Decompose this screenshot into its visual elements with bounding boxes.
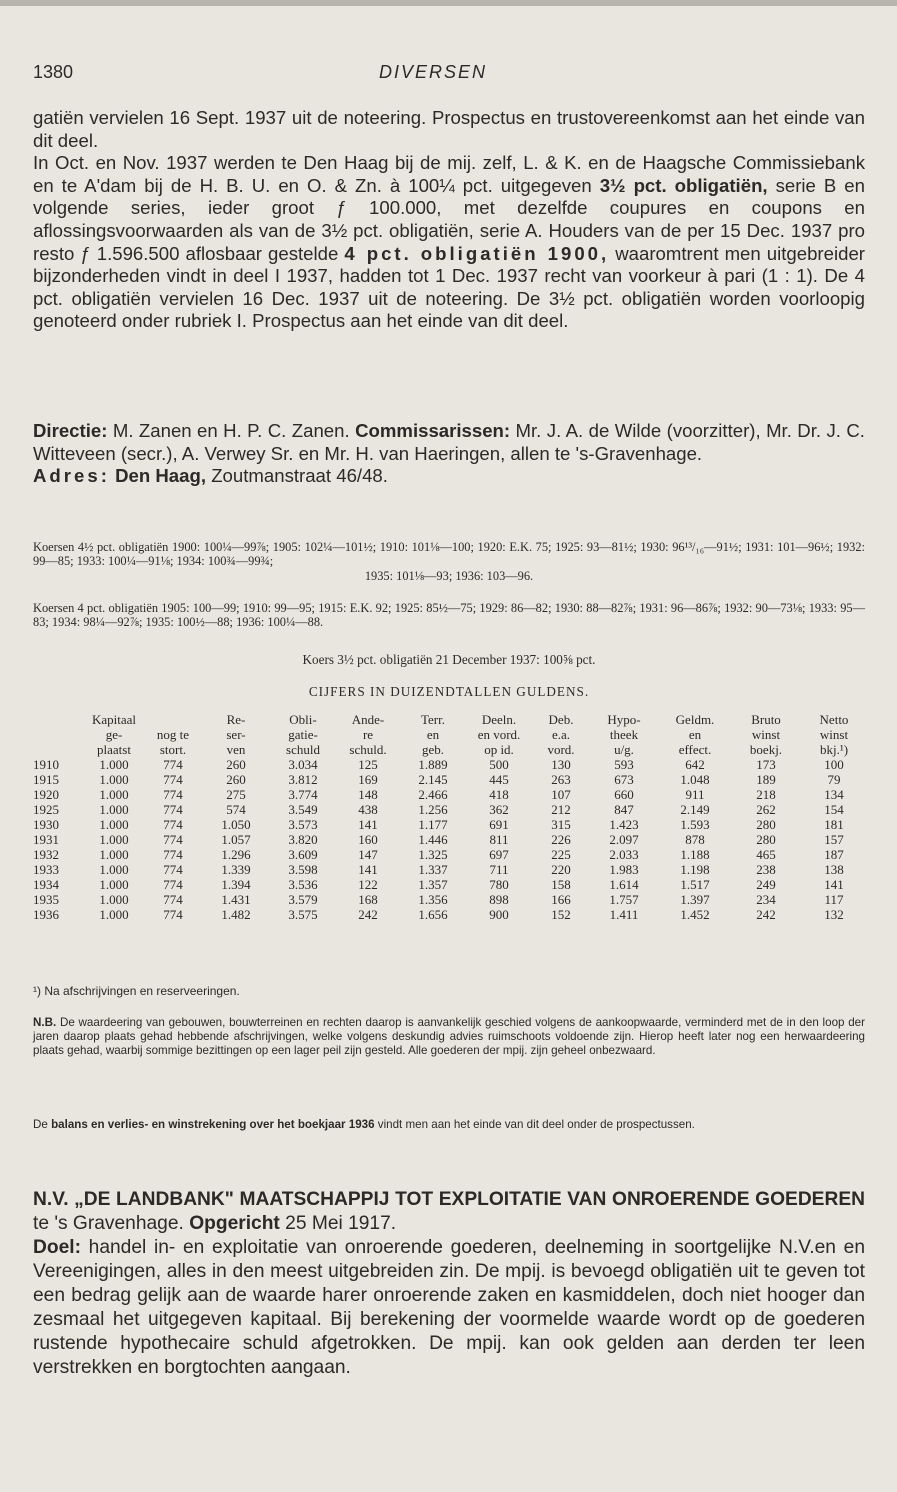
table-header-cell: Ande- <box>351 712 385 727</box>
table-row <box>33 877 867 892</box>
table-year-cell: 1920 <box>33 787 59 802</box>
directie-names: M. Zanen en H. P. C. Zanen. <box>112 420 350 441</box>
table-cell: 238 <box>756 862 776 877</box>
doel-label: Doel: <box>33 1237 81 1258</box>
table-header-cell: bkj.¹) <box>819 742 849 757</box>
table-cell: 100 <box>824 757 844 772</box>
table-cell: 1.656 <box>418 907 448 922</box>
quote-3-5-pct: Koers 3½ pct. obligatiën 21 December 1937: 100⅝ pct. <box>302 652 596 667</box>
table-cell: 774 <box>163 907 183 922</box>
table-cell: 1.048 <box>680 772 710 787</box>
table-cell: 189 <box>756 772 776 787</box>
table-cell: 152 <box>551 907 571 922</box>
scan-top-edge <box>0 0 897 6</box>
table-row <box>33 757 867 772</box>
table-cell: 774 <box>163 787 183 802</box>
table-cell: 3.820 <box>288 832 318 847</box>
table-header-cell: en vord. <box>477 727 521 742</box>
table-cell: 1.431 <box>221 892 251 907</box>
table-cell: 262 <box>756 802 776 817</box>
table-header-cell: Deeln. <box>481 712 517 727</box>
table-cell: 173 <box>756 757 776 772</box>
table-cell: 911 <box>685 787 705 802</box>
table-header-cell: theek <box>609 727 639 742</box>
table-cell: 1.411 <box>609 907 639 922</box>
quotes-4-pct: Koersen 4 pct. obligatiën 1905: 100—99; 1910: 99—95; 1915: E.K. 92; 1925: 85½—75; 1929: 86—82; 1930: 88—82⅞; 1931: 96—86⅞; 1932: 90—73⅛; 1933: 95—83; 1934: 98¼—92⅞; 1935: 100½—88; 1936: 100¼—88. <box>33 601 865 630</box>
table-cell: 1.325 <box>418 847 448 862</box>
table-header-cell: Terr. <box>421 712 445 727</box>
bond-4-pct-1900: 4 pct. obligatiën 1900, <box>344 242 610 264</box>
table-cell: 642 <box>685 757 705 772</box>
table-cell: 1.757 <box>609 892 639 907</box>
table-cell: 1.000 <box>99 787 129 802</box>
table-row <box>33 832 867 847</box>
table-cell: 3.536 <box>288 877 318 892</box>
table-cell: 847 <box>614 802 634 817</box>
table-cell: 263 <box>551 772 571 787</box>
table-cell: 1.000 <box>99 862 129 877</box>
table-cell: 260 <box>226 757 246 772</box>
table-year-cell: 1910 <box>33 757 59 772</box>
table-header-cell: Bruto <box>751 712 781 727</box>
table-cell: 774 <box>163 772 183 787</box>
table-cell: 418 <box>489 787 509 802</box>
company-entry <box>33 1188 865 1380</box>
table-year-cell: 1932 <box>33 847 59 862</box>
table-cell: 1.050 <box>221 817 251 832</box>
table-cell: 3.609 <box>288 847 318 862</box>
table-cell: 147 <box>358 847 378 862</box>
table-cell: 181 <box>824 817 844 832</box>
table-cell: 3.579 <box>288 892 318 907</box>
table-cell: 1.296 <box>221 847 251 862</box>
table-header-cell: winst <box>751 727 781 742</box>
table-header-cell: ser- <box>226 727 246 742</box>
table-cell: 3.034 <box>288 757 318 772</box>
table-cell: 3.812 <box>288 772 318 787</box>
table-cell: 168 <box>358 892 378 907</box>
table-cell: 711 <box>489 862 509 877</box>
table-cell: 1.983 <box>609 862 639 877</box>
table-cell: 141 <box>358 817 378 832</box>
company-name: N.V. „DE LANDBANK" MAATSCHAPPIJ TOT EXPLOITATIE VAN ONROERENDE GOEDEREN <box>33 1189 865 1210</box>
table-header-cell <box>145 712 201 727</box>
table-cell: 774 <box>163 862 183 877</box>
intro-text <box>33 107 865 333</box>
table-cell: 187 <box>824 847 844 862</box>
table-cell: 691 <box>489 817 509 832</box>
adres-street: Zoutmanstraat 46/48. <box>211 465 388 487</box>
table-year-cell: 1936 <box>33 907 59 922</box>
table-cell: 260 <box>226 772 246 787</box>
table-header-cell: Deb. <box>548 712 574 727</box>
table-header-cell: vord. <box>547 742 575 757</box>
table-header-cell: schuld. <box>349 742 387 757</box>
table-header-row <box>33 742 867 757</box>
table-cell: 242 <box>358 907 378 922</box>
intro-paragraph-2: In Oct. en Nov. 1937 werden te Den Haag bij de mij. zelf, L. & K. en de Haagsche Commissiebank en te A'dam bij de H. B. U. en O. & Zn. à 100¼ pct. uitgegeven 3½ pct. obligatiën, serie B en volgende series, ieder groot ƒ 100.000, met dezelfde coupures en coupons en aflossingsvoorwaarden als van de 3½ pct. obligatiën, serie A. Houders van de per 15 Dec. 1937 pro resto ƒ 1.596.500 aflosbaar gestelde 4 pct. obligatiën 1900, waaromtrent men uitgebreider bijzonderheden vindt in deel I 1937, hadden tot 1 Dec. 1937 recht van voorkeur à pari (1 : 1). De 4 pct. obligatiën vervielen 16 Dec. 1937 uit de noteering. De 3½ pct. obligatiën worden voorloopig genoteerd onder rubriek I. Prospectus aan het einde van dit deel. <box>33 152 865 332</box>
table-header-cell: Obli- <box>289 712 317 727</box>
table-cell: 226 <box>551 832 571 847</box>
table-title: CIJFERS IN DUIZENDTALLEN GULDENS. <box>308 684 590 699</box>
table-year-cell: 1935 <box>33 892 59 907</box>
table-cell: 3.575 <box>288 907 318 922</box>
table-cell: 465 <box>756 847 776 862</box>
table-cell: 1.452 <box>680 907 710 922</box>
table-cell: 500 <box>489 757 509 772</box>
table-header-cell: en <box>688 727 702 742</box>
table-cell: 160 <box>358 832 378 847</box>
table-year-cell: 1915 <box>33 772 59 787</box>
table-cell: 1.256 <box>418 802 448 817</box>
table-cell: 1.000 <box>99 907 129 922</box>
table-cell: 132 <box>824 907 844 922</box>
table-header-row <box>33 727 867 742</box>
table-cell: 1.397 <box>680 892 710 907</box>
table-cell: 3.598 <box>288 862 318 877</box>
table-cell: 1.057 <box>221 832 251 847</box>
table-header-cell: Geldm. <box>675 712 715 727</box>
table-header-cell <box>33 712 83 727</box>
adres-label: Adres: <box>33 465 110 487</box>
table-row <box>33 907 867 922</box>
table-cell: 898 <box>489 892 509 907</box>
table-year-cell: 1930 <box>33 817 59 832</box>
table-header-cell: Kapitaal <box>91 712 137 727</box>
table-cell: 2.097 <box>609 832 639 847</box>
table-year-cell: 1933 <box>33 862 59 877</box>
table-row <box>33 772 867 787</box>
balance-note: De balans en verlies- en winstrekening over het boekjaar 1936 vindt men aan het einde van dit deel onder de prospectussen. <box>33 1118 695 1131</box>
table-cell: 774 <box>163 817 183 832</box>
table-cell: 138 <box>824 862 844 877</box>
directie-label: Directie: <box>33 420 108 441</box>
table-row <box>33 802 867 817</box>
table-cell: 878 <box>685 832 705 847</box>
table-cell: 2.033 <box>609 847 639 862</box>
table-cell: 79 <box>827 772 841 787</box>
adres-city: Den Haag, <box>115 465 207 487</box>
table-year-cell: 1931 <box>33 832 59 847</box>
table-cell: 1.517 <box>680 877 710 892</box>
table-header-cell: Hypo- <box>607 712 641 727</box>
table-cell: 593 <box>614 757 634 772</box>
table-cell: 158 <box>551 877 571 892</box>
page-number: 1380 <box>33 62 74 82</box>
table-cell: 2.466 <box>418 787 448 802</box>
table-cell: 234 <box>756 892 776 907</box>
table-cell: 1.482 <box>221 907 251 922</box>
table-cell: 130 <box>551 757 571 772</box>
management-section <box>33 420 865 488</box>
table-header-cell: nog te <box>156 727 190 742</box>
table-cell: 3.774 <box>288 787 318 802</box>
table-cell: 1.000 <box>99 772 129 787</box>
doel-text: handel in- en exploitatie van onroerende goederen, deelneming in soortgelijke N.V.en en Vereenigingen, alles in den meest uitgebreiden zin. De mpij. is bevoegd obligatiën uit te geven tot een bedrag gelijk aan de waarde harer onroerende zaken en kasmiddelen, doch niet hooger dan zesmaal het uitgegeven kapitaal. Bij berekening der voormelde waarde wordt op de goederen rustende hypothecaire schuld afgetrokken. De mpij. kan ook gelden aan derden ter leen verstrekken en borgtochten aangaan. <box>33 1237 865 1378</box>
table-cell: 1.357 <box>418 877 448 892</box>
table-cell: 1.000 <box>99 757 129 772</box>
table-cell: 125 <box>358 757 378 772</box>
table-header-cell: ven <box>226 742 246 757</box>
table-cell: 438 <box>358 802 378 817</box>
table-header-cell: geb. <box>421 742 445 757</box>
table-cell: 225 <box>551 847 571 862</box>
table-cell: 660 <box>614 787 634 802</box>
table-cell: 141 <box>824 877 844 892</box>
table-cell: 249 <box>756 877 776 892</box>
table-cell: 1.177 <box>418 817 448 832</box>
table-header-cell: plaatst <box>97 742 131 757</box>
table-cell: 811 <box>489 832 509 847</box>
table-cell: 1.446 <box>418 832 448 847</box>
table-cell: 2.149 <box>680 802 710 817</box>
table-cell: 169 <box>358 772 378 787</box>
table-header-cell: en <box>426 727 440 742</box>
table-cell: 774 <box>163 757 183 772</box>
table-cell: 362 <box>489 802 509 817</box>
table-cell: 445 <box>489 772 509 787</box>
table-cell: 1.339 <box>221 862 251 877</box>
table-header-cell <box>33 742 83 757</box>
table-cell: 242 <box>756 907 776 922</box>
table-cell: 157 <box>824 832 844 847</box>
table-cell: 2.145 <box>418 772 448 787</box>
table-cell: 780 <box>489 877 509 892</box>
table-header-cell <box>33 727 83 742</box>
table-header-cell: Re- <box>226 712 246 727</box>
table-cell: 673 <box>614 772 634 787</box>
table-cell: 212 <box>551 802 571 817</box>
table-header-cell: u/g. <box>614 742 634 757</box>
table-cell: 1.889 <box>418 757 448 772</box>
table-cell: 280 <box>756 832 776 847</box>
table-cell: 1.198 <box>680 862 710 877</box>
table-cell: 900 <box>489 907 509 922</box>
table-cell: 1.000 <box>99 832 129 847</box>
table-header-cell: Netto <box>819 712 849 727</box>
table-cell: 148 <box>358 787 378 802</box>
table-cell: 166 <box>551 892 571 907</box>
table-cell: 1.000 <box>99 802 129 817</box>
table-cell: 117 <box>824 892 844 907</box>
table-cell: 774 <box>163 847 183 862</box>
intro-paragraph-1: gatiën vervielen 16 Sept. 1937 uit de noteering. Prospectus en trustovereenkomst aan het einde van dit deel. <box>33 107 865 151</box>
table-row <box>33 892 867 907</box>
table-cell: 122 <box>358 877 378 892</box>
table-cell: 1.000 <box>99 817 129 832</box>
table-header-cell: re <box>362 727 374 742</box>
running-title: DIVERSEN <box>379 62 488 82</box>
nb-label: N.B. <box>33 1016 57 1029</box>
table-header-cell: boekj. <box>749 742 783 757</box>
footnote: ¹) Na afschrijvingen en reserveeringen. <box>33 984 240 998</box>
table-cell: 134 <box>824 787 844 802</box>
table-cell: 697 <box>489 847 509 862</box>
table-cell: 1.593 <box>680 817 710 832</box>
table-row <box>33 847 867 862</box>
table-cell: 1.614 <box>609 877 639 892</box>
table-cell: 280 <box>756 817 776 832</box>
company-place: te 's Gravenhage. <box>33 1213 184 1234</box>
nb-note: N.B. De waardeering van gebouwen, bouwterreinen en rechten daarop is aanvankelijk geschied volgens de aankoopwaarde, verminderd met de in den loop der jaren daarop plaats gehad hebbende afschrijvingen, welke volgens deskundig advies ruimschoots voldoende zijn. Hierop heeft later nog een herwaardeering plaats gehad, waarbij sommige bezittingen op een lager peil zijn gesteld. Alle goederen der mpij. zijn geheel onbezwaard. <box>33 1016 865 1057</box>
table-year-cell: 1934 <box>33 877 59 892</box>
table-cell: 774 <box>163 877 183 892</box>
table-cell: 1.337 <box>418 862 448 877</box>
table-header-cell: schuld <box>286 742 320 757</box>
table-cell: 3.549 <box>288 802 318 817</box>
table-cell: 1.188 <box>680 847 710 862</box>
table-row <box>33 862 867 877</box>
table-year-cell: 1925 <box>33 802 59 817</box>
table-cell: 1.356 <box>418 892 448 907</box>
table-cell: 220 <box>551 862 571 877</box>
table-header-cell: gatie- <box>288 727 318 742</box>
table-cell: 141 <box>358 862 378 877</box>
table-cell: 315 <box>551 817 571 832</box>
page-header <box>33 62 865 88</box>
table-cell: 275 <box>226 787 246 802</box>
table-header-cell: e.a. <box>551 727 571 742</box>
table-cell: 774 <box>163 892 183 907</box>
table-cell: 218 <box>756 787 776 802</box>
table-header-cell: winst <box>819 727 849 742</box>
table-row <box>33 817 867 832</box>
table-cell: 1.000 <box>99 847 129 862</box>
table-header-cell: op id. <box>484 742 514 757</box>
table-row <box>33 787 867 802</box>
table-cell: 1.000 <box>99 877 129 892</box>
bond-3-5-pct: 3½ pct. obligatiën, <box>599 174 768 196</box>
table-cell: 1.000 <box>99 892 129 907</box>
quotes-4-5-pct: Koersen 4½ pct. obligatiën 1900: 100¼—99⅞; 1905: 102¼—101½; 1910: 101⅛—100; 1920: E.K. 75; 1925: 93—81½; 1930: 96¹³/₁₆—91½; 1931: 101—96½; 1932: 99—85; 1933: 100¼—91⅛; 1934: 100¾—99¾; 1935: 101⅛—93; 1936: 103—96. <box>33 540 865 583</box>
commissarissen-names: Mr. J. A. de Wilde (voorzitter), Mr. Dr. J. C. Witteveen (secr.), A. Verwey Sr. en Mr. H. van Haeringen, allen te 's-Gravenhage. <box>33 420 865 464</box>
table-cell: 774 <box>163 802 183 817</box>
table-cell: 3.573 <box>288 817 318 832</box>
table-header-row <box>33 712 867 727</box>
table-header-cell: effect. <box>678 742 712 757</box>
table-cell: 774 <box>163 832 183 847</box>
commissarissen-label: Commissarissen: <box>355 420 511 441</box>
table-header-cell: stort. <box>159 742 187 757</box>
founded-label: Opgericht <box>189 1213 280 1234</box>
table-header-cell: ge- <box>105 727 123 742</box>
table-cell: 1.423 <box>609 817 639 832</box>
table-cell: 154 <box>824 802 844 817</box>
founded-date: 25 Mei 1917. <box>285 1213 397 1234</box>
table-cell: 574 <box>226 802 246 817</box>
table-cell: 1.394 <box>221 877 251 892</box>
table-cell: 107 <box>551 787 571 802</box>
financial-table <box>33 712 867 922</box>
